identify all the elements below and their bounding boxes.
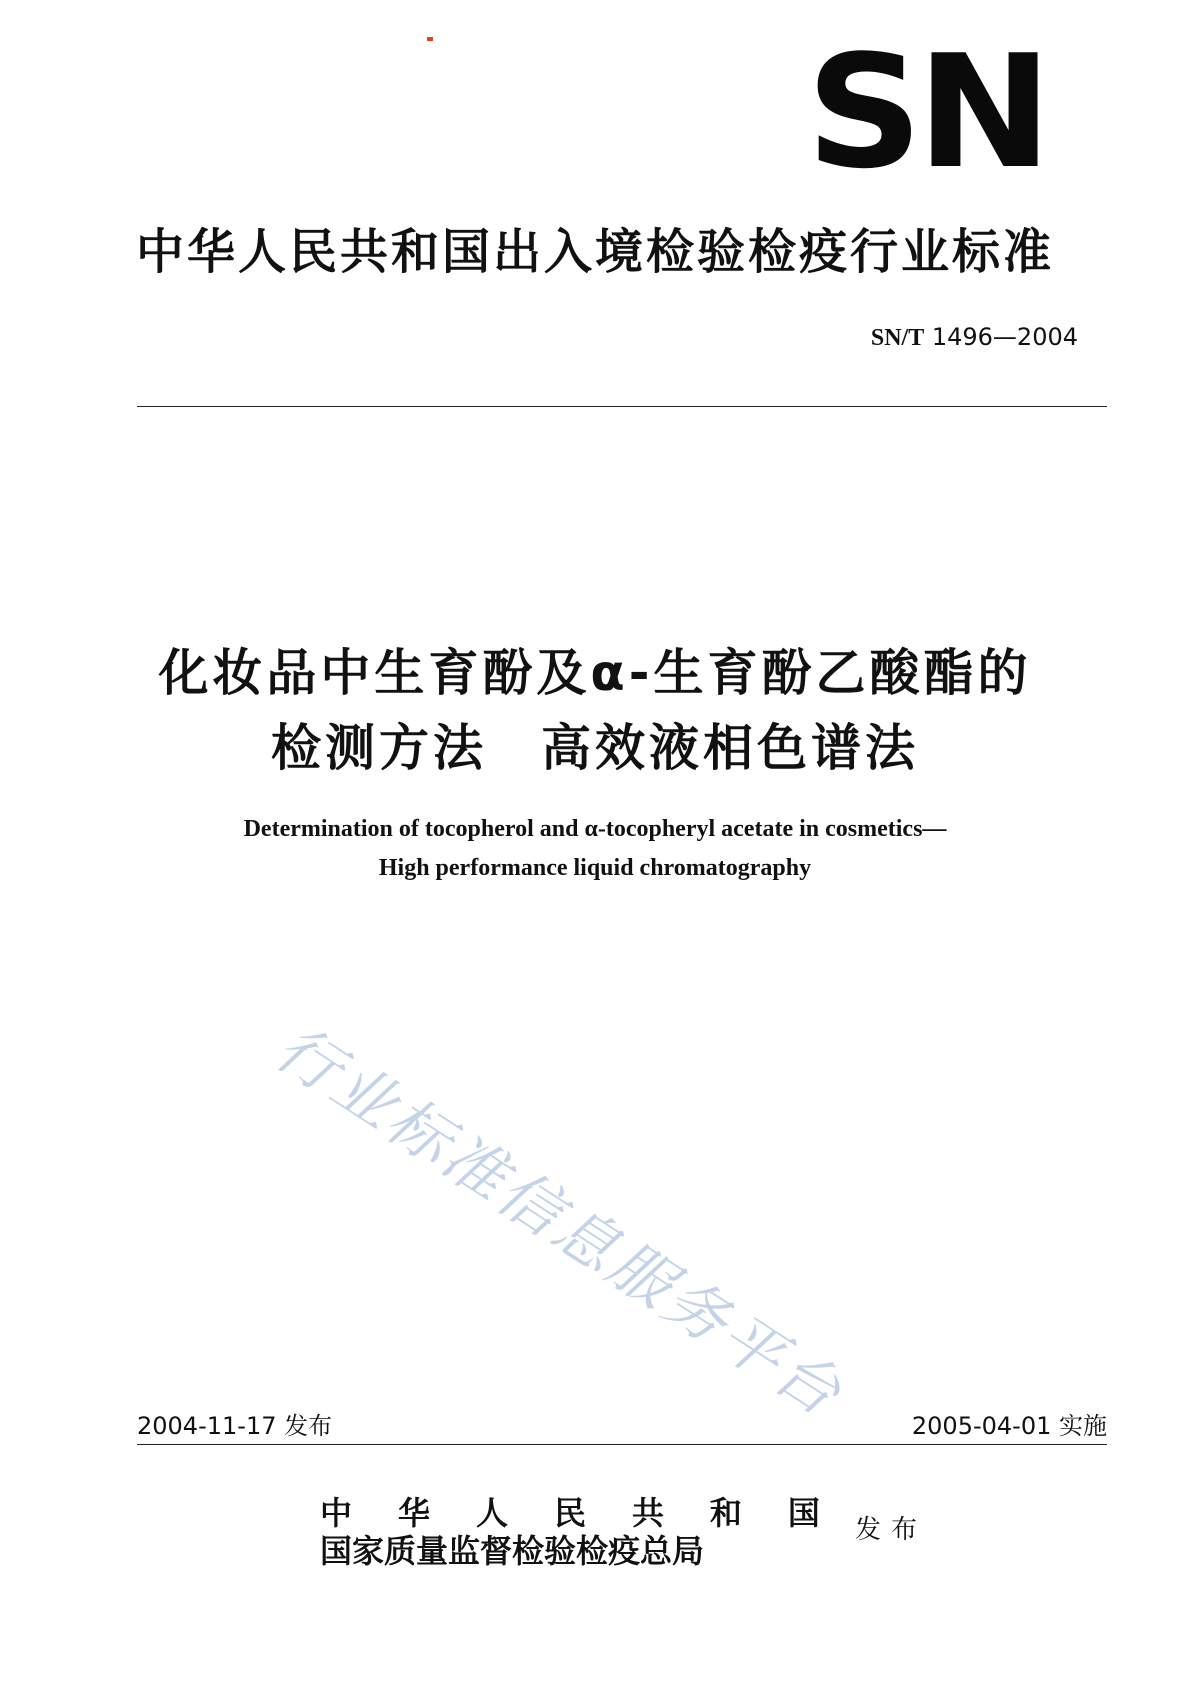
publisher-char: 民 [553,1494,586,1532]
bottom-divider [137,1444,1107,1445]
red-mark [427,37,433,41]
publisher-char: 和 [709,1494,742,1532]
sn-logo: SN [806,21,1047,203]
top-divider [137,406,1107,407]
standard-code-number: 1496—2004 [931,323,1078,351]
publisher-line-country [320,1494,820,1532]
watermark: 行业标准信息服务平台 [263,1010,857,1432]
chinese-title-line-2: 检测方法 高效液相色谱法 [271,719,919,777]
publish-label: 发布 [855,1515,928,1545]
standard-category-title: 中华人民共和国出入境检验检疫行业标准 [135,224,1054,280]
standard-code-prefix: SN/T [870,325,925,351]
publisher-char: 华 [397,1494,430,1532]
chinese-title-line-1: 化妆品中生育酚及α-生育酚乙酸酯的 [158,644,1032,702]
issue-date: 2004-11-17 发布 [137,1412,333,1440]
publisher-line-agency: 国家质量监督检验检疫总局 [320,1532,705,1570]
publisher-char: 中 [320,1494,353,1532]
english-title-line-1: Determination of tocopherol and α-tocopheryl acetate in cosmetics— [243,816,947,842]
publisher-char: 人 [475,1494,508,1532]
english-title-line-2: High performance liquid chromatography [378,855,812,881]
standard-number [871,323,1078,352]
publisher-block [320,1494,840,1570]
implementation-date: 2005-04-01 实施 [911,1412,1107,1440]
publisher-char: 国 [787,1494,820,1532]
publisher-char: 共 [631,1494,664,1532]
